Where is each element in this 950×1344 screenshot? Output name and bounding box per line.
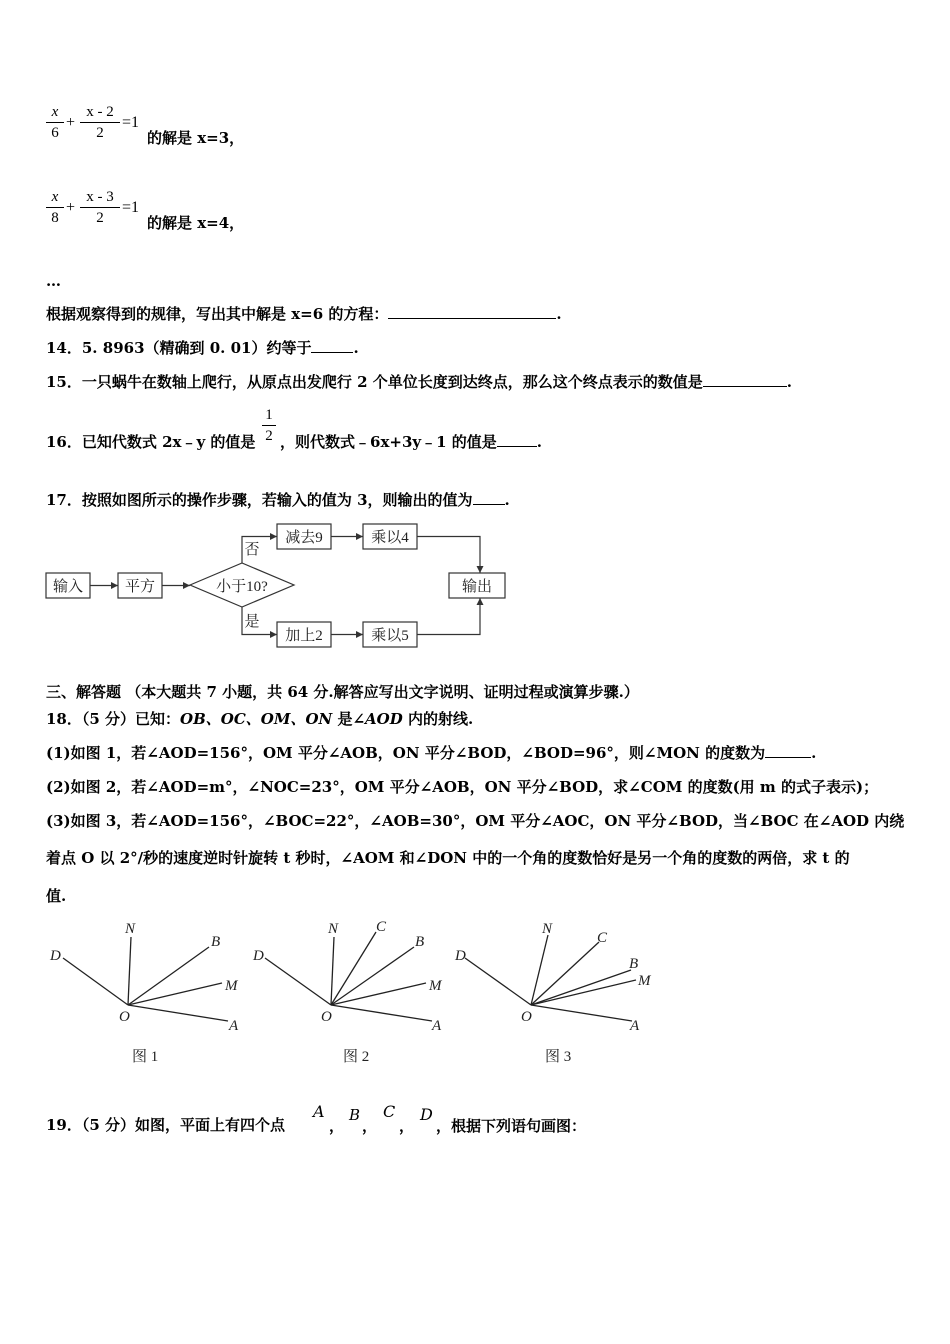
flow-plus2-label: 加上2 (285, 628, 323, 644)
fig2-label-A: A (432, 1018, 442, 1034)
fig1-label-B: B (211, 934, 221, 950)
fraction-x-over-8: x 8 (46, 187, 64, 228)
point-label-D: D (420, 1105, 433, 1124)
question-15: 15．一只蜗牛在数轴上爬行，从原点出发爬行 2 个单位长度到达终点，那么这个终点表示的数值是 . (46, 373, 792, 391)
question-17: 17．按照如图所示的操作步骤，若输入的值为 3，则输出的值为 . (46, 491, 510, 509)
fig2-label-O: O (321, 1009, 332, 1025)
fig1-label-D: D (50, 948, 61, 964)
flow-no-label: 否 (244, 542, 260, 558)
fig1-label-O: O (119, 1009, 130, 1025)
rule-question: 根据观察得到的规律，写出其中解是 x=6 的方程： . (46, 305, 562, 323)
flow-input-label: 输入 (52, 579, 84, 595)
fig1-caption: 图 1 (132, 1049, 159, 1065)
question-14: 14．5. 8963（精确到 0. 01）约等于 . (46, 339, 359, 357)
point-label-C: C (383, 1102, 396, 1121)
fig3-label-C: C (597, 930, 608, 946)
fig1-label-M: M (225, 978, 238, 994)
flow-yes-label: 是 (244, 614, 260, 630)
flow-times5-label: 乘以5 (371, 628, 409, 644)
fig2-label-N: N (328, 921, 339, 937)
fig2-label-M: M (429, 978, 442, 994)
flow-times4-label: 乘以4 (371, 530, 409, 546)
ellipsis: … (46, 272, 61, 290)
fig3-caption: 图 3 (545, 1049, 572, 1065)
question-18-part-3-line-1: (3)如图 3，若∠AOD=156°，∠BOC=22°，∠AOB=30°，OM 平分∠AOC，ON 平分∠BOD，当∠BOC 在∠AOD 内绕 (46, 812, 905, 830)
question-18-part-3-line-2: 着点 O 以 2°/秒的速度逆时针旋转 t 秒时，∠AOM 和∠DON 中的一个角的度数恰好是另一个角的度数的两倍，求 t 的 (46, 849, 850, 867)
fraction-x-minus-2-over-2: x - 2 2 (80, 102, 120, 143)
fig3-label-D: D (455, 948, 466, 964)
question-18-part-1: (1)如图 1，若∠AOD=156°，OM 平分∠AOB，ON 平分∠BOD，∠BOD=96°，则∠MON 的度数为 . (46, 744, 817, 762)
flow-square-label: 平方 (124, 579, 156, 595)
fig3-label-B: B (629, 956, 639, 972)
fraction-x-over-6: x 6 (46, 102, 64, 143)
point-label-A: A (313, 1102, 325, 1121)
fig3-label-M: M (638, 973, 651, 989)
fig3-label-O: O (521, 1009, 532, 1025)
fig1-label-A: A (229, 1018, 239, 1034)
fig1-label-N: N (125, 921, 136, 937)
point-label-B: B (349, 1106, 361, 1124)
fig2-label-C: C (376, 919, 387, 935)
fraction-one-half: 1 2 (262, 405, 276, 446)
flow-minus9-label: 减去9 (285, 530, 323, 546)
section-3-heading: 三、解答题 （本大题共 7 小题，共 64 分.解答应写出文字说明、证明过程或演算步骤.） (46, 683, 639, 701)
fig2-caption: 图 2 (343, 1049, 370, 1065)
fig2-label-D: D (253, 948, 264, 964)
question-18-heading: 18．（5 分）已知：OB、OC、OM、ON 是∠AOD 内的射线. (46, 710, 474, 728)
question-18-part-3-line-3: 值. (46, 887, 67, 905)
fig3-label-N: N (542, 921, 553, 937)
fraction-x-minus-3-over-2: x - 3 2 (80, 187, 120, 228)
flow-condition-label: 小于10? (216, 579, 268, 595)
flow-output-label: 输出 (461, 579, 493, 595)
fig2-label-B: B (415, 934, 425, 950)
question-18-part-2: (2)如图 2，若∠AOD=m°，∠NOC=23°，OM 平分∠AOB，ON 平分∠BOD，求∠COM 的度数(用 m 的式子表示)； (46, 778, 879, 796)
fig3-label-A: A (630, 1018, 640, 1034)
